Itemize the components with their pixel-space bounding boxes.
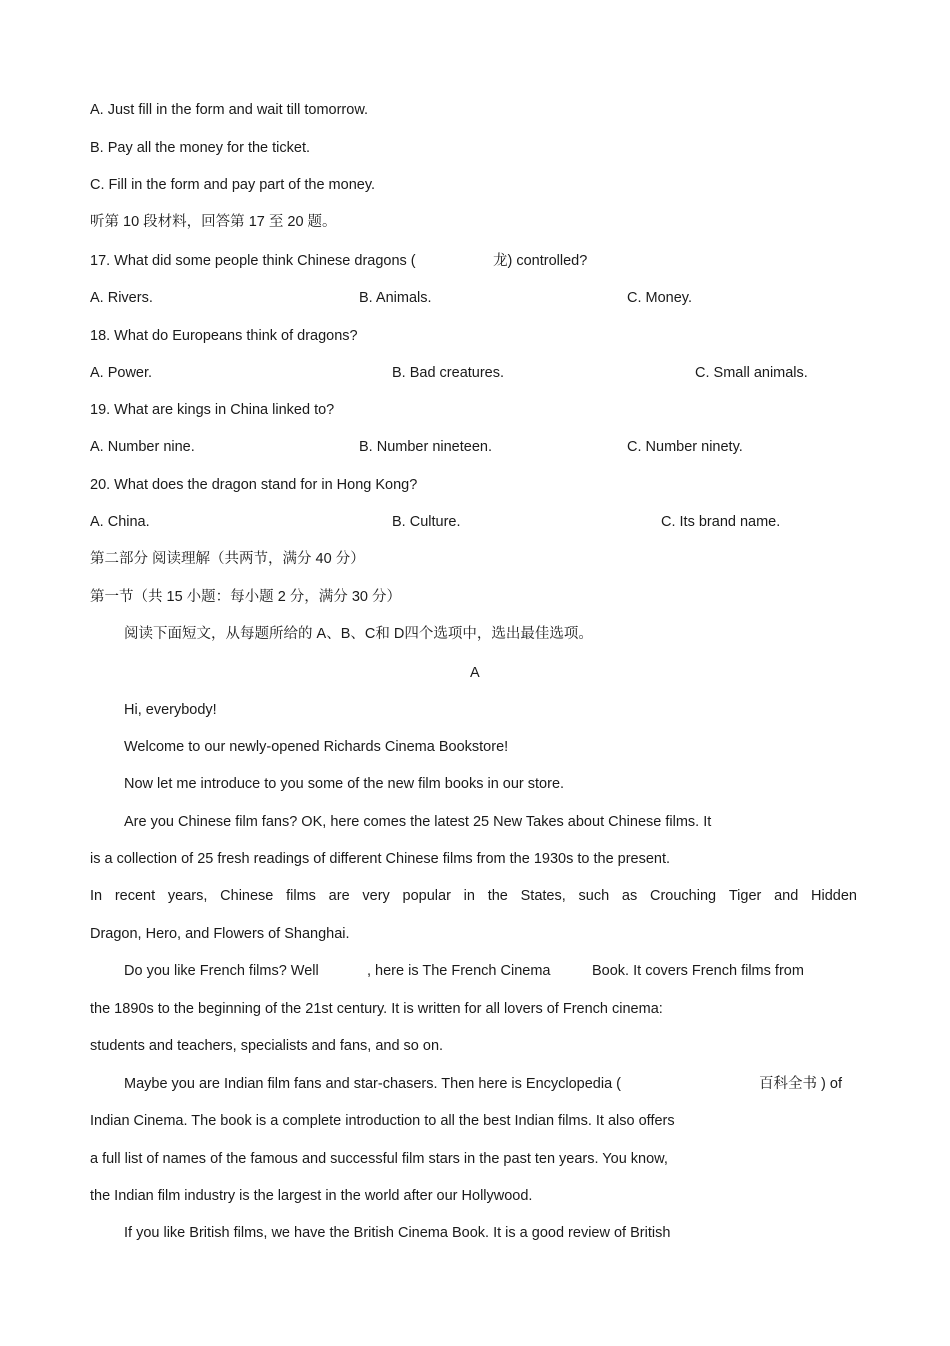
paragraph-indian-films-line-1a: Maybe you are Indian film fans and star-chasers. Then here is Encyclopedia ( bbox=[124, 1076, 622, 1092]
q17-option-a: A. Rivers. bbox=[90, 290, 153, 306]
section10-instruction: 听第 10 段材料，回答第 17 至 20 题。 bbox=[90, 214, 337, 230]
passage-welcome: Welcome to our newly-opened Richards Cinema Bookstore! bbox=[124, 739, 509, 755]
q19-option-b: B. Number nineteen. bbox=[359, 439, 492, 455]
q17-option-c: C. Money. bbox=[627, 290, 693, 306]
word: Tiger bbox=[728, 888, 762, 904]
q20-option-c: C. Its brand name. bbox=[661, 514, 781, 530]
part2-heading: 第二部分 阅读理解（共两节，满分 40 分） bbox=[90, 551, 365, 567]
q20-option-a: A. China. bbox=[90, 514, 150, 530]
paragraph-indian-films-line-2: Indian Cinema. The book is a complete introduction to all the best Indian films. It also offers bbox=[90, 1113, 675, 1129]
word: are bbox=[328, 888, 350, 904]
passage-label: A bbox=[470, 665, 480, 681]
section1-heading: 第一节（共 15 小题：每小题 2 分，满分 30 分） bbox=[90, 589, 401, 605]
q17-option-b: B. Animals. bbox=[359, 290, 432, 306]
q18-option-a: A. Power. bbox=[90, 365, 153, 381]
q18-option-b: B. Bad creatures. bbox=[392, 365, 505, 381]
paragraph-british-films-line-1: If you like British films, we have the British Cinema Book. It is a good review of British bbox=[124, 1225, 671, 1241]
q19-stem: 19. What are kings in China linked to? bbox=[90, 402, 335, 418]
q17-stem-start: 17. What did some people think Chinese dragons ( bbox=[90, 253, 416, 269]
paragraph-indian-films-line-4: the Indian film industry is the largest in the world after our Hollywood. bbox=[90, 1188, 533, 1204]
reading-instruction: 阅读下面短文，从每题所给的 A、B、C和 D四个选项中，选出最佳选项。 bbox=[124, 626, 593, 642]
paragraph-french-films-line-2: the 1890s to the beginning of the 21st century. It is written for all lovers of French cinema: bbox=[90, 1001, 663, 1017]
paragraph-chinese-films-line-4: Dragon, Hero, and Flowers of Shanghai. bbox=[90, 926, 350, 942]
q20-option-b: B. Culture. bbox=[392, 514, 461, 530]
q18-stem: 18. What do Europeans think of dragons? bbox=[90, 328, 358, 344]
q16-option-c: C. Fill in the form and pay part of the money. bbox=[90, 177, 376, 193]
word: years, bbox=[167, 888, 208, 904]
word: recent bbox=[114, 888, 156, 904]
word: in bbox=[463, 888, 475, 904]
word: as bbox=[621, 888, 638, 904]
passage-intro: Now let me introduce to you some of the new film books in our store. bbox=[124, 776, 565, 792]
word: and bbox=[774, 888, 799, 904]
word: films bbox=[286, 888, 316, 904]
paragraph-chinese-films-line-3 bbox=[90, 886, 857, 906]
paragraph-indian-films-line-3: a full list of names of the famous and successful film stars in the past ten years. You know, bbox=[90, 1151, 668, 1167]
paragraph-chinese-films-line-2: is a collection of 25 fresh readings of different Chinese films from the 1930s to the present. bbox=[90, 851, 671, 867]
q19-option-a: A. Number nine. bbox=[90, 439, 195, 455]
q18-option-c: C. Small animals. bbox=[695, 365, 808, 381]
paragraph-chinese-films-line-1: Are you Chinese film fans? OK, here comes the latest 25 New Takes about Chinese films. It bbox=[124, 814, 712, 830]
passage-greeting: Hi, everybody! bbox=[124, 702, 217, 718]
paragraph-indian-films-line-1b: 百科全书 ) of bbox=[759, 1076, 842, 1092]
paragraph-french-films-line-3: students and teachers, specialists and fans, and so on. bbox=[90, 1038, 444, 1054]
q16-option-b: B. Pay all the money for the ticket. bbox=[90, 140, 311, 156]
q16-option-a: A. Just fill in the form and wait till tomorrow. bbox=[90, 102, 369, 118]
word: In bbox=[90, 888, 103, 904]
word: States, bbox=[520, 888, 566, 904]
paragraph-french-films-line-1c: Book. It covers French films from bbox=[592, 963, 804, 979]
q19-option-c: C. Number ninety. bbox=[627, 439, 743, 455]
q20-stem: 20. What does the dragon stand for in Hong Kong? bbox=[90, 477, 418, 493]
word: Crouching bbox=[650, 888, 717, 904]
word: the bbox=[487, 888, 508, 904]
word: Hidden bbox=[811, 888, 857, 904]
paragraph-french-films-line-1b: , here is The French Cinema bbox=[367, 963, 551, 979]
paragraph-french-films-line-1a: Do you like French films? Well bbox=[124, 963, 319, 979]
word: popular bbox=[402, 888, 451, 904]
word: Chinese bbox=[220, 888, 274, 904]
q17-stem-end: 龙) controlled? bbox=[493, 253, 588, 269]
word: very bbox=[362, 888, 390, 904]
word: such bbox=[578, 888, 610, 904]
